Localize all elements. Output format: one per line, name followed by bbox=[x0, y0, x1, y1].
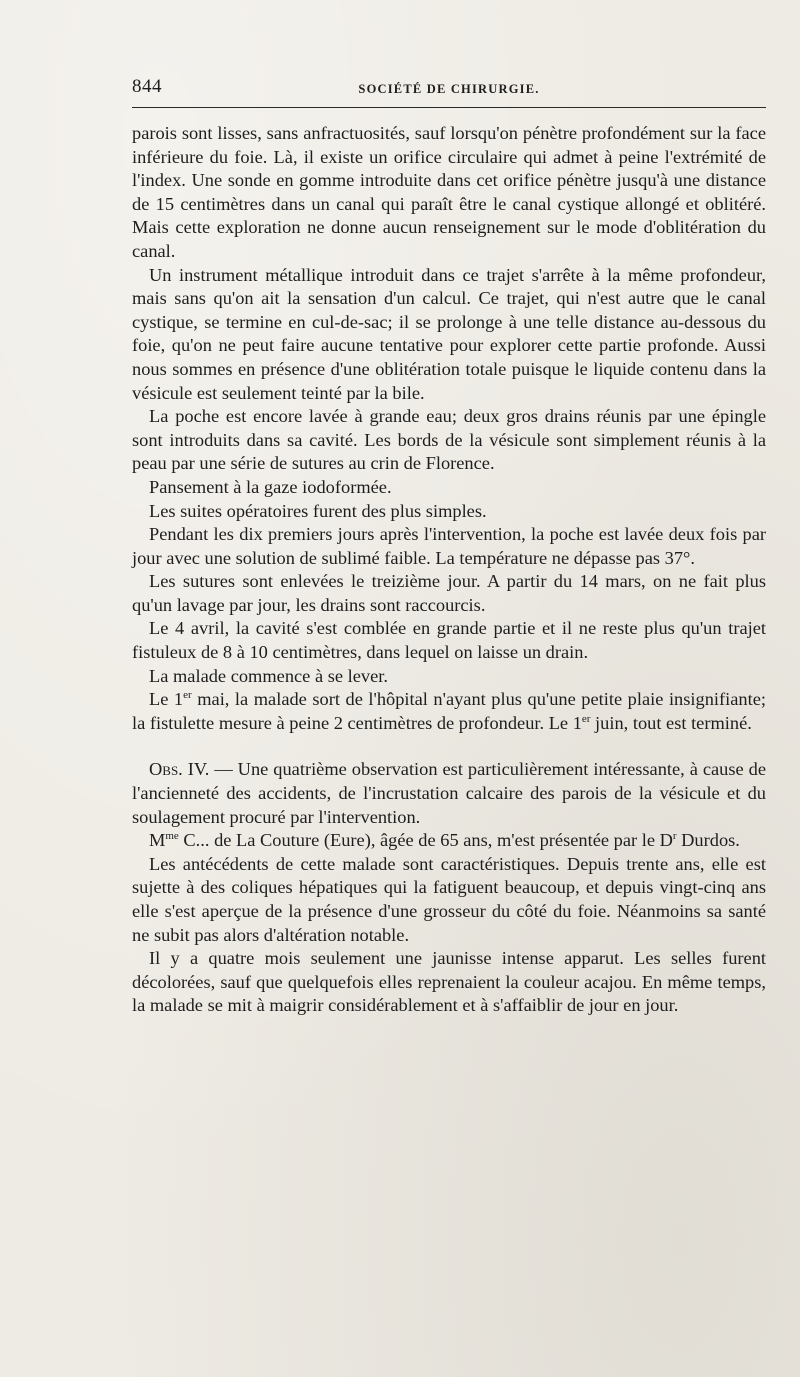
observation-label: Obs. IV. bbox=[149, 759, 210, 780]
paragraph-patient: $M^{me}$ C... de La Couture (Eure), âgée de 65 ans, m'est présentée par le $D^r$ Durdos. bbox=[149, 830, 740, 851]
section-gap bbox=[132, 735, 766, 758]
book-page bbox=[132, 70, 766, 1018]
observation-heading-paragraph: Obs. IV. — Une quatrième observation est particulièrement intéressante, à cause de l'ancienneté des accidents, de l'incrustation calcaire des parois de la vésicule et du soulagement procuré par l'intervention. bbox=[132, 759, 766, 827]
page-number: 844 bbox=[132, 76, 162, 97]
paragraph: Le 4 avril, la cavité s'est comblée en grande partie et il ne reste plus qu'un trajet fistuleux de 8 à 10 centimètres, dans lequel on laisse un drain. bbox=[132, 618, 766, 663]
paragraph: Les sutures sont enlevées le treizième jour. A partir du 14 mars, on ne fait plus qu'un lavage par jour, les drains sont raccourcis. bbox=[132, 571, 766, 615]
paragraph: Pendant les dix premiers jours après l'intervention, la poche est lavée deux fois par jour avec une solution de sublimé faible. La température ne dépasse pas 37°. bbox=[132, 524, 766, 568]
paragraph: Pansement à la gaze iodoformée. bbox=[149, 476, 392, 497]
paragraph: Un instrument métallique introduit dans ce trajet s'arrête à la même profondeur, mais sans qu'on ait la sensation d'un calcul. Ce trajet, qui n'est autre que le canal cystique, se termine en cul-de-sac; il se prolonge à une telle distance au-dessous du foie, qu'on ne peut faire aucune tentative pour explorer cette partie profonde. Aussi nous sommes en présence d'une oblitération totale puisque le liquide contenu dans la vésicule est seulement teinté par la bile. bbox=[132, 264, 766, 403]
paragraph: Il y a quatre mois seulement une jaunisse intense apparut. Les selles furent décolorées, sauf que quelquefois elles reprenaient la couleur acajou. En même temps, la malade se mit à maigrir considérablement et à s'affaiblir de jour en jour. bbox=[132, 948, 766, 1016]
paragraph: Les antécédents de cette malade sont caractéristiques. Depuis trente ans, elle est sujette à des coliques hépatiques qui la fatiguent beaucoup, et depuis vingt-cinq ans elle s'est aperçue de la présence d'une grosseur du côté du foie. Néanmoins sa santé ne subit pas alors d'altération notable. bbox=[132, 853, 766, 945]
header-rule bbox=[132, 107, 766, 108]
running-title: SOCIÉTÉ DE CHIRURGIE. bbox=[358, 82, 540, 96]
running-head bbox=[132, 70, 766, 104]
paragraph: Les suites opératoires furent des plus simples. bbox=[149, 500, 487, 521]
paragraph-discharge: Le 1er mai, la malade sort de l'hôpital n'ayant plus qu'une petite plaie insignifiante; la fistulette mesure à peine 2 centimètres de profondeur. Le 1er juin, tout est terminé. bbox=[132, 689, 766, 733]
body-text bbox=[132, 122, 766, 1018]
paragraph: La malade commence à se lever. bbox=[149, 665, 388, 686]
paragraph: La poche est encore lavée à grande eau; deux gros drains réunis par une épingle sont introduits dans sa cavité. Les bords de la vésicule sont simplement réunis à la peau par une série de sutures au crin de Florence. bbox=[132, 406, 766, 474]
paragraph-continued: parois sont lisses, sans anfractuosités, sauf lorsqu'on pénètre profondément sur la face inférieure du foie. Là, il existe un orifice circulaire qui admet à peine l'extrémité de l'index. Une sonde en gomme introduite dans cet orifice pénètre jusqu'à une distance de 15 centimètres dans un canal qui paraît être le canal cystique allongé et oblitéré. Mais cette exploration ne donne aucun renseignement sur le mode d'oblitération du canal. bbox=[132, 123, 766, 261]
